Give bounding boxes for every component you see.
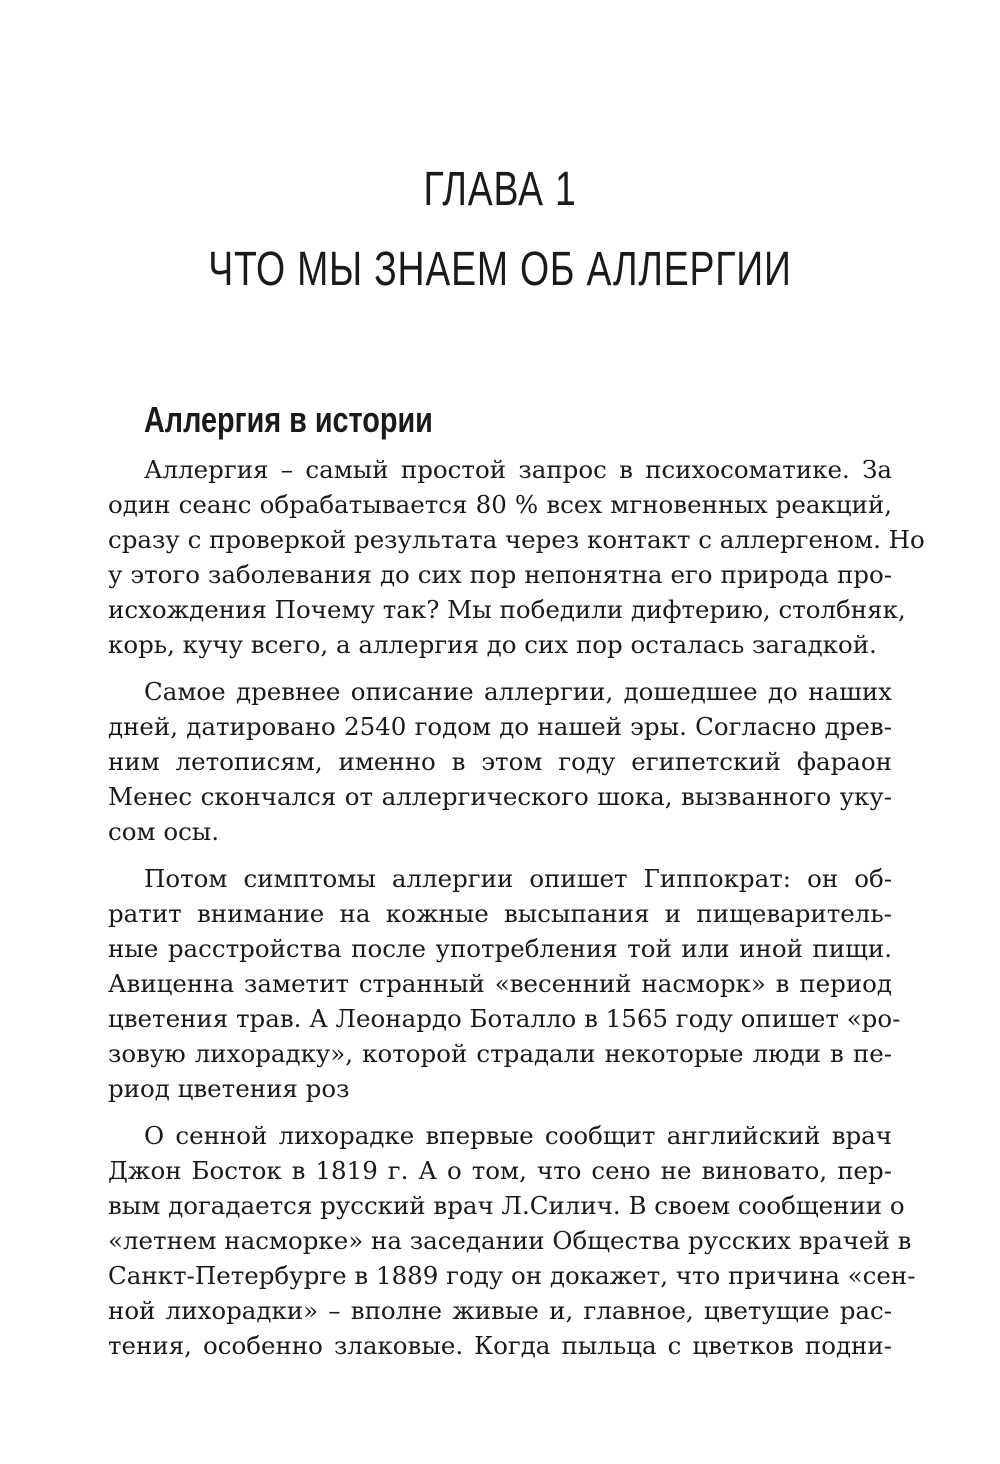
text-line: Потом симптомы аллергии опишет Гиппократ: он об- bbox=[144, 864, 892, 893]
text-line: у этого заболевания до сих пор непонятна его природа про- bbox=[108, 560, 892, 589]
text-line: исхождения Почему так? Мы победили дифтерию, столбняк, bbox=[108, 595, 906, 624]
paragraph bbox=[108, 674, 892, 849]
chapter-title: ЧТО МЫ ЗНАЕМ ОБ АЛЛЕРГИИ bbox=[208, 243, 792, 296]
text-line: ные расстройства после употребления той или иной пищи. bbox=[108, 934, 892, 963]
text-line: один сеанс обрабатывается 80 % всех мгновенных реакций, bbox=[108, 490, 892, 519]
text-line: ратит внимание на кожные высыпания и пищеваритель- bbox=[108, 899, 892, 928]
chapter-label: ГЛАВА 1 bbox=[423, 163, 577, 216]
text-line: цветения трав. А Леонардо Боталло в 1565 году опишет «ро- bbox=[108, 1004, 901, 1033]
paragraph bbox=[108, 1118, 916, 1363]
text-line: зовую лихорадку», которой страдали некоторые люди в пе- bbox=[108, 1039, 892, 1068]
text-line: «летнем насморке» на заседании Общества русских врачей в bbox=[108, 1226, 912, 1255]
paragraph bbox=[108, 861, 901, 1106]
text-line: корь, кучу всего, а аллергия до сих пор осталась загадкой. bbox=[108, 630, 877, 659]
text-line: О сенной лихорадке впервые сообщит английский врач bbox=[144, 1121, 892, 1150]
text-line: тения, особенно злаковые. Когда пыльца с цветков подни- bbox=[108, 1331, 892, 1360]
section-heading: Аллергия в истории bbox=[144, 399, 433, 440]
text-line: Джон Босток в 1819 г. А о том, что сено не виновато, пер- bbox=[108, 1156, 892, 1185]
text-line: Самое древнее описание аллергии, дошедшее до наших bbox=[144, 677, 892, 706]
body-text bbox=[108, 452, 925, 1375]
text-line: Аллергия – самый простой запрос в психосоматике. За bbox=[144, 455, 892, 484]
text-line: Менес скончался от аллергического шока, вызванного уку- bbox=[108, 782, 892, 811]
text-line: ной лихорадки» – вполне живые и, главное, цветущие рас- bbox=[108, 1296, 892, 1325]
text-line: сразу с проверкой результата через контакт с аллергеном. Но bbox=[108, 525, 925, 554]
text-line: сом осы. bbox=[108, 817, 220, 846]
text-line: ним летописям, именно в этом году египетский фараон bbox=[108, 747, 892, 776]
text-line: Авиценна заметит странный «весенний насморк» в период bbox=[108, 969, 892, 998]
text-line: вым догадается русский врач Л.Силич. В своем сообщении о bbox=[108, 1191, 905, 1220]
text-line: риод цветения роз bbox=[108, 1074, 350, 1103]
paragraph bbox=[108, 452, 925, 662]
text-line: дней, датировано 2540 годом до нашей эры. Согласно древ- bbox=[108, 712, 892, 741]
text-line: Санкт-Петербурге в 1889 году он докажет, что причина «сен- bbox=[108, 1261, 916, 1290]
